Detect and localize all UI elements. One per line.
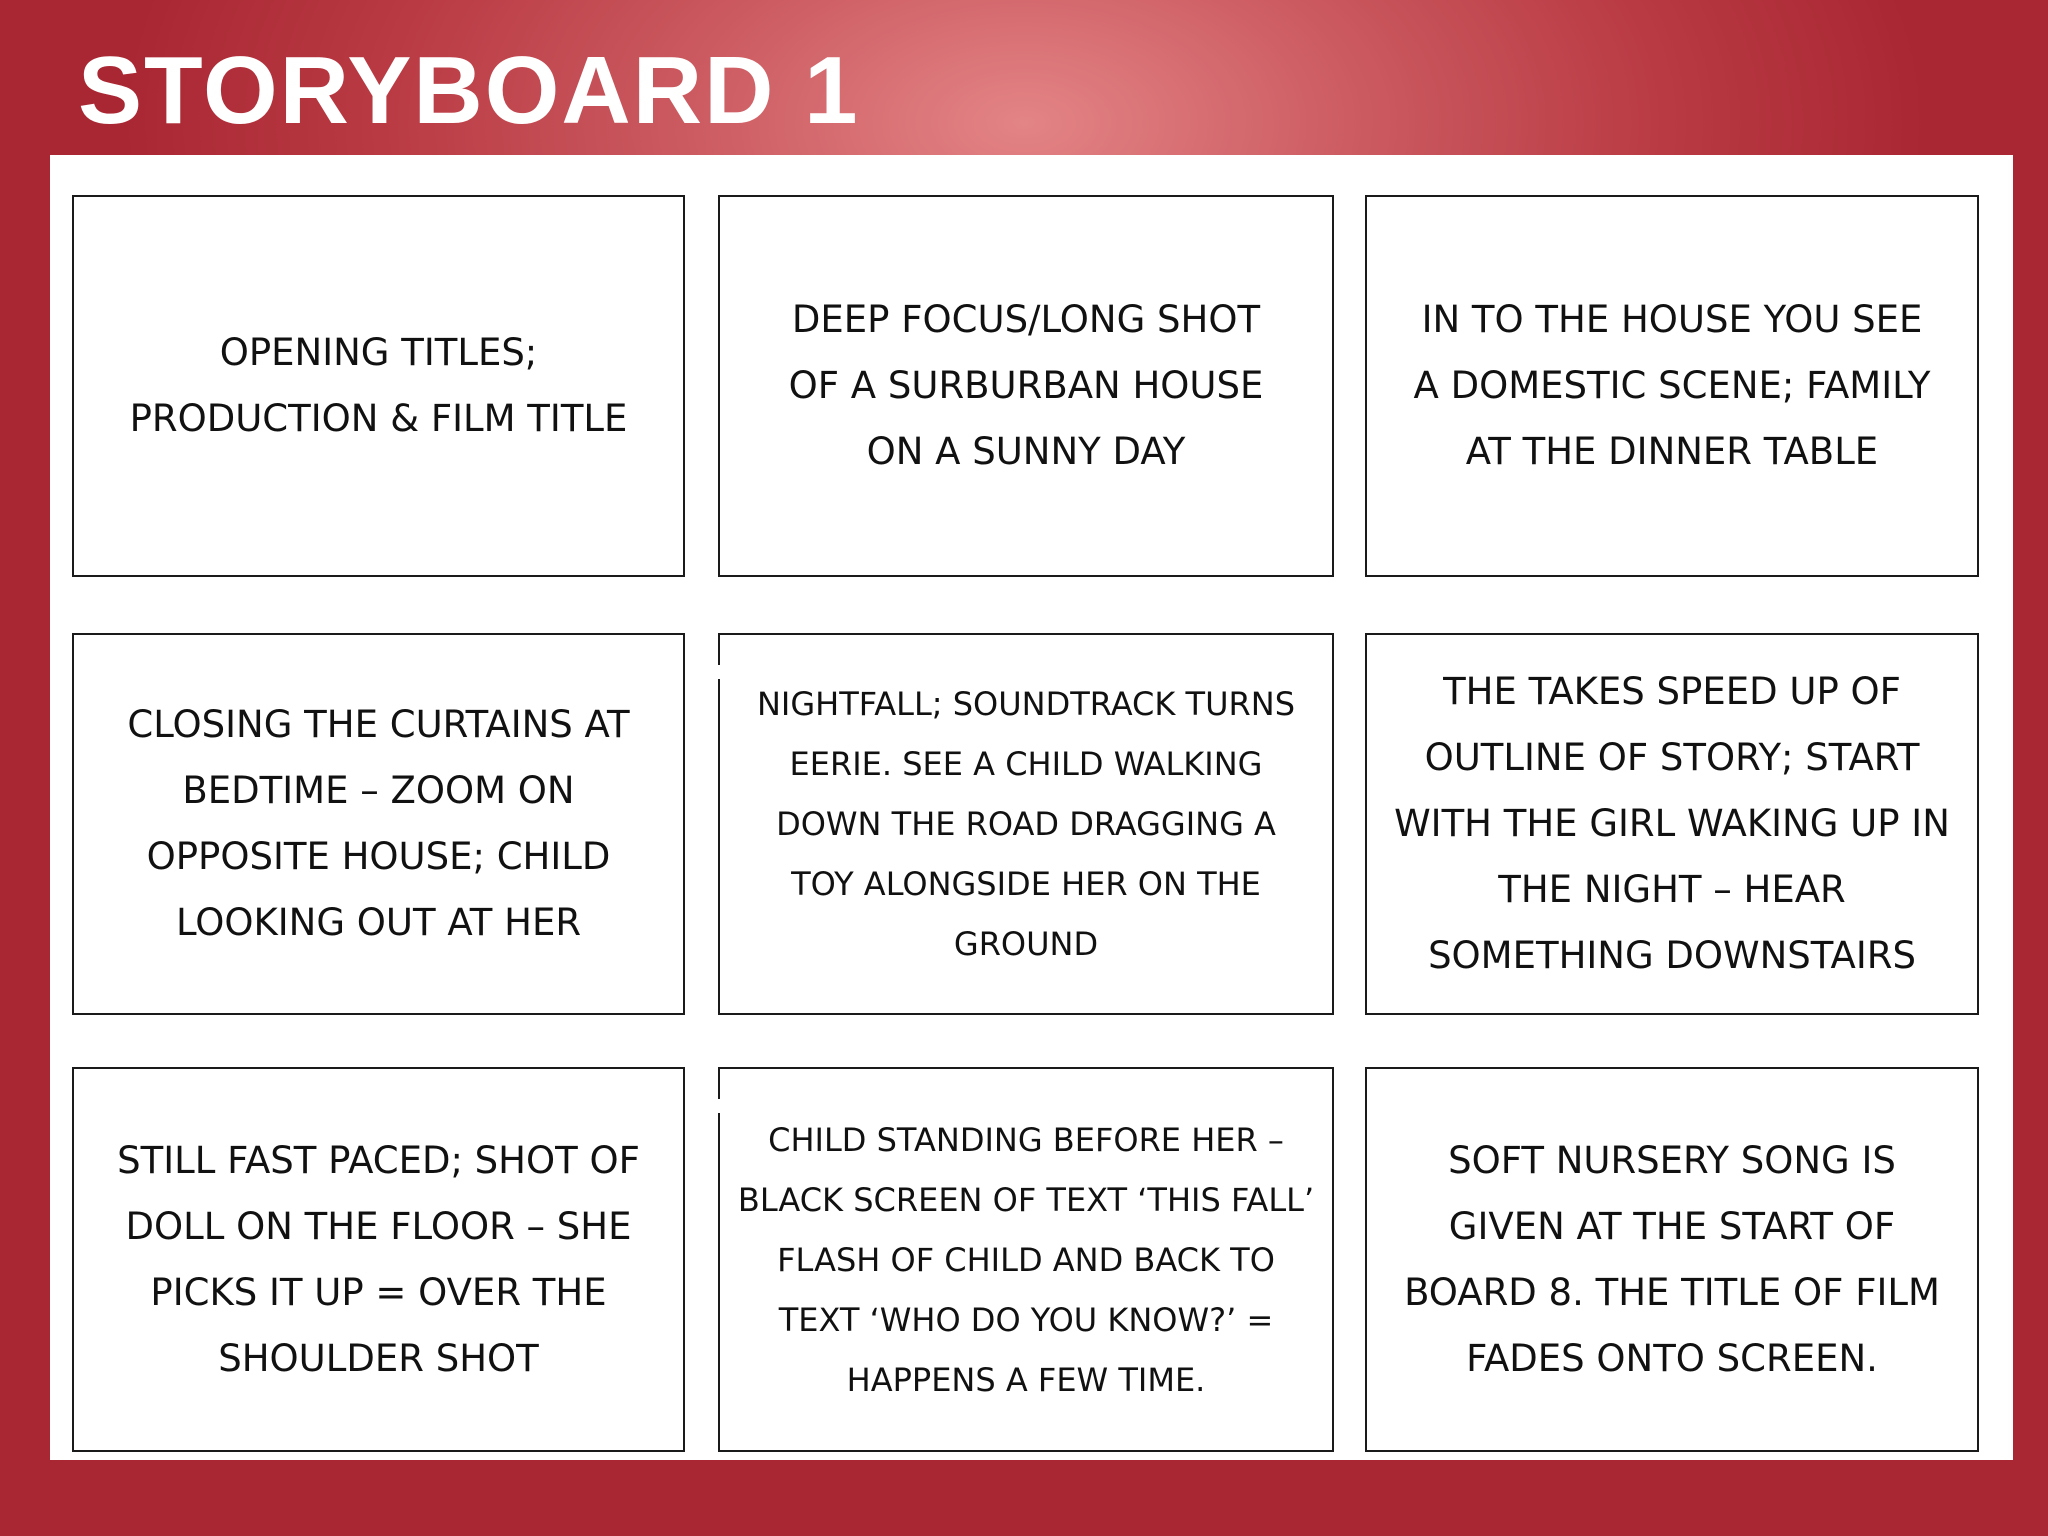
storyboard-sheet bbox=[50, 155, 2013, 1460]
frame-1-text: OPENING TITLES; PRODUCTION & FILM TITLE bbox=[129, 331, 628, 440]
frame-4-text: CLOSING THE CURTAINS AT BEDTIME – ZOOM ON OPPOSITE HOUSE; CHILD LOOKING OUT AT HER bbox=[127, 703, 630, 944]
storyboard-title: STORYBOARD 1 bbox=[78, 37, 860, 144]
storyboard-frame-3 bbox=[1365, 195, 1979, 577]
storyboard-frame-1 bbox=[72, 195, 685, 577]
frame-5-text: NIGHTFALL; SOUNDTRACK TURNS EERIE. SEE A CHILD WALKING DOWN THE ROAD DRAGGING A TOY ALONGSIDE HER ON THE GROUND bbox=[756, 685, 1295, 963]
storyboard-frame-5 bbox=[718, 633, 1334, 1015]
storyboard-frame-6 bbox=[1365, 633, 1979, 1015]
storyboard-frame-9 bbox=[1365, 1067, 1979, 1452]
storyboard-frame-2 bbox=[718, 195, 1334, 577]
storyboard-frame-7 bbox=[72, 1067, 685, 1452]
frame-9-text: SOFT NURSERY SONG IS GIVEN AT THE START OF BOARD 8. THE TITLE OF FILM FADES ONTO SCREEN. bbox=[1404, 1138, 1940, 1380]
frame-7-text: STILL FAST PACED; SHOT OF DOLL ON THE FLOOR – SHE PICKS IT UP = OVER THE SHOULDER SHOT bbox=[117, 1138, 640, 1380]
frame-3-text: IN TO THE HOUSE YOU SEE A DOMESTIC SCENE; FAMILY AT THE DINNER TABLE bbox=[1413, 298, 1931, 473]
frame-2-text: DEEP FOCUS/LONG SHOT OF A SURBURBAN HOUSE ON A SUNNY DAY bbox=[788, 298, 1264, 473]
storyboard-frame-4 bbox=[72, 633, 685, 1015]
frame-8-text: CHILD STANDING BEFORE HER – BLACK SCREEN OF TEXT ‘THIS FALL’ FLASH OF CHILD AND BACK TO TEXT ‘WHO DO YOU KNOW?’ = HAPPENS A FEW TIME. bbox=[737, 1120, 1315, 1399]
storyboard-frame-8 bbox=[718, 1067, 1334, 1452]
frame-6-text: THE TAKES SPEED UP OF OUTLINE OF STORY; START WITH THE GIRL WAKING UP IN THE NIGHT – HEAR SOMETHING DOWNSTAIRS bbox=[1394, 670, 1950, 977]
